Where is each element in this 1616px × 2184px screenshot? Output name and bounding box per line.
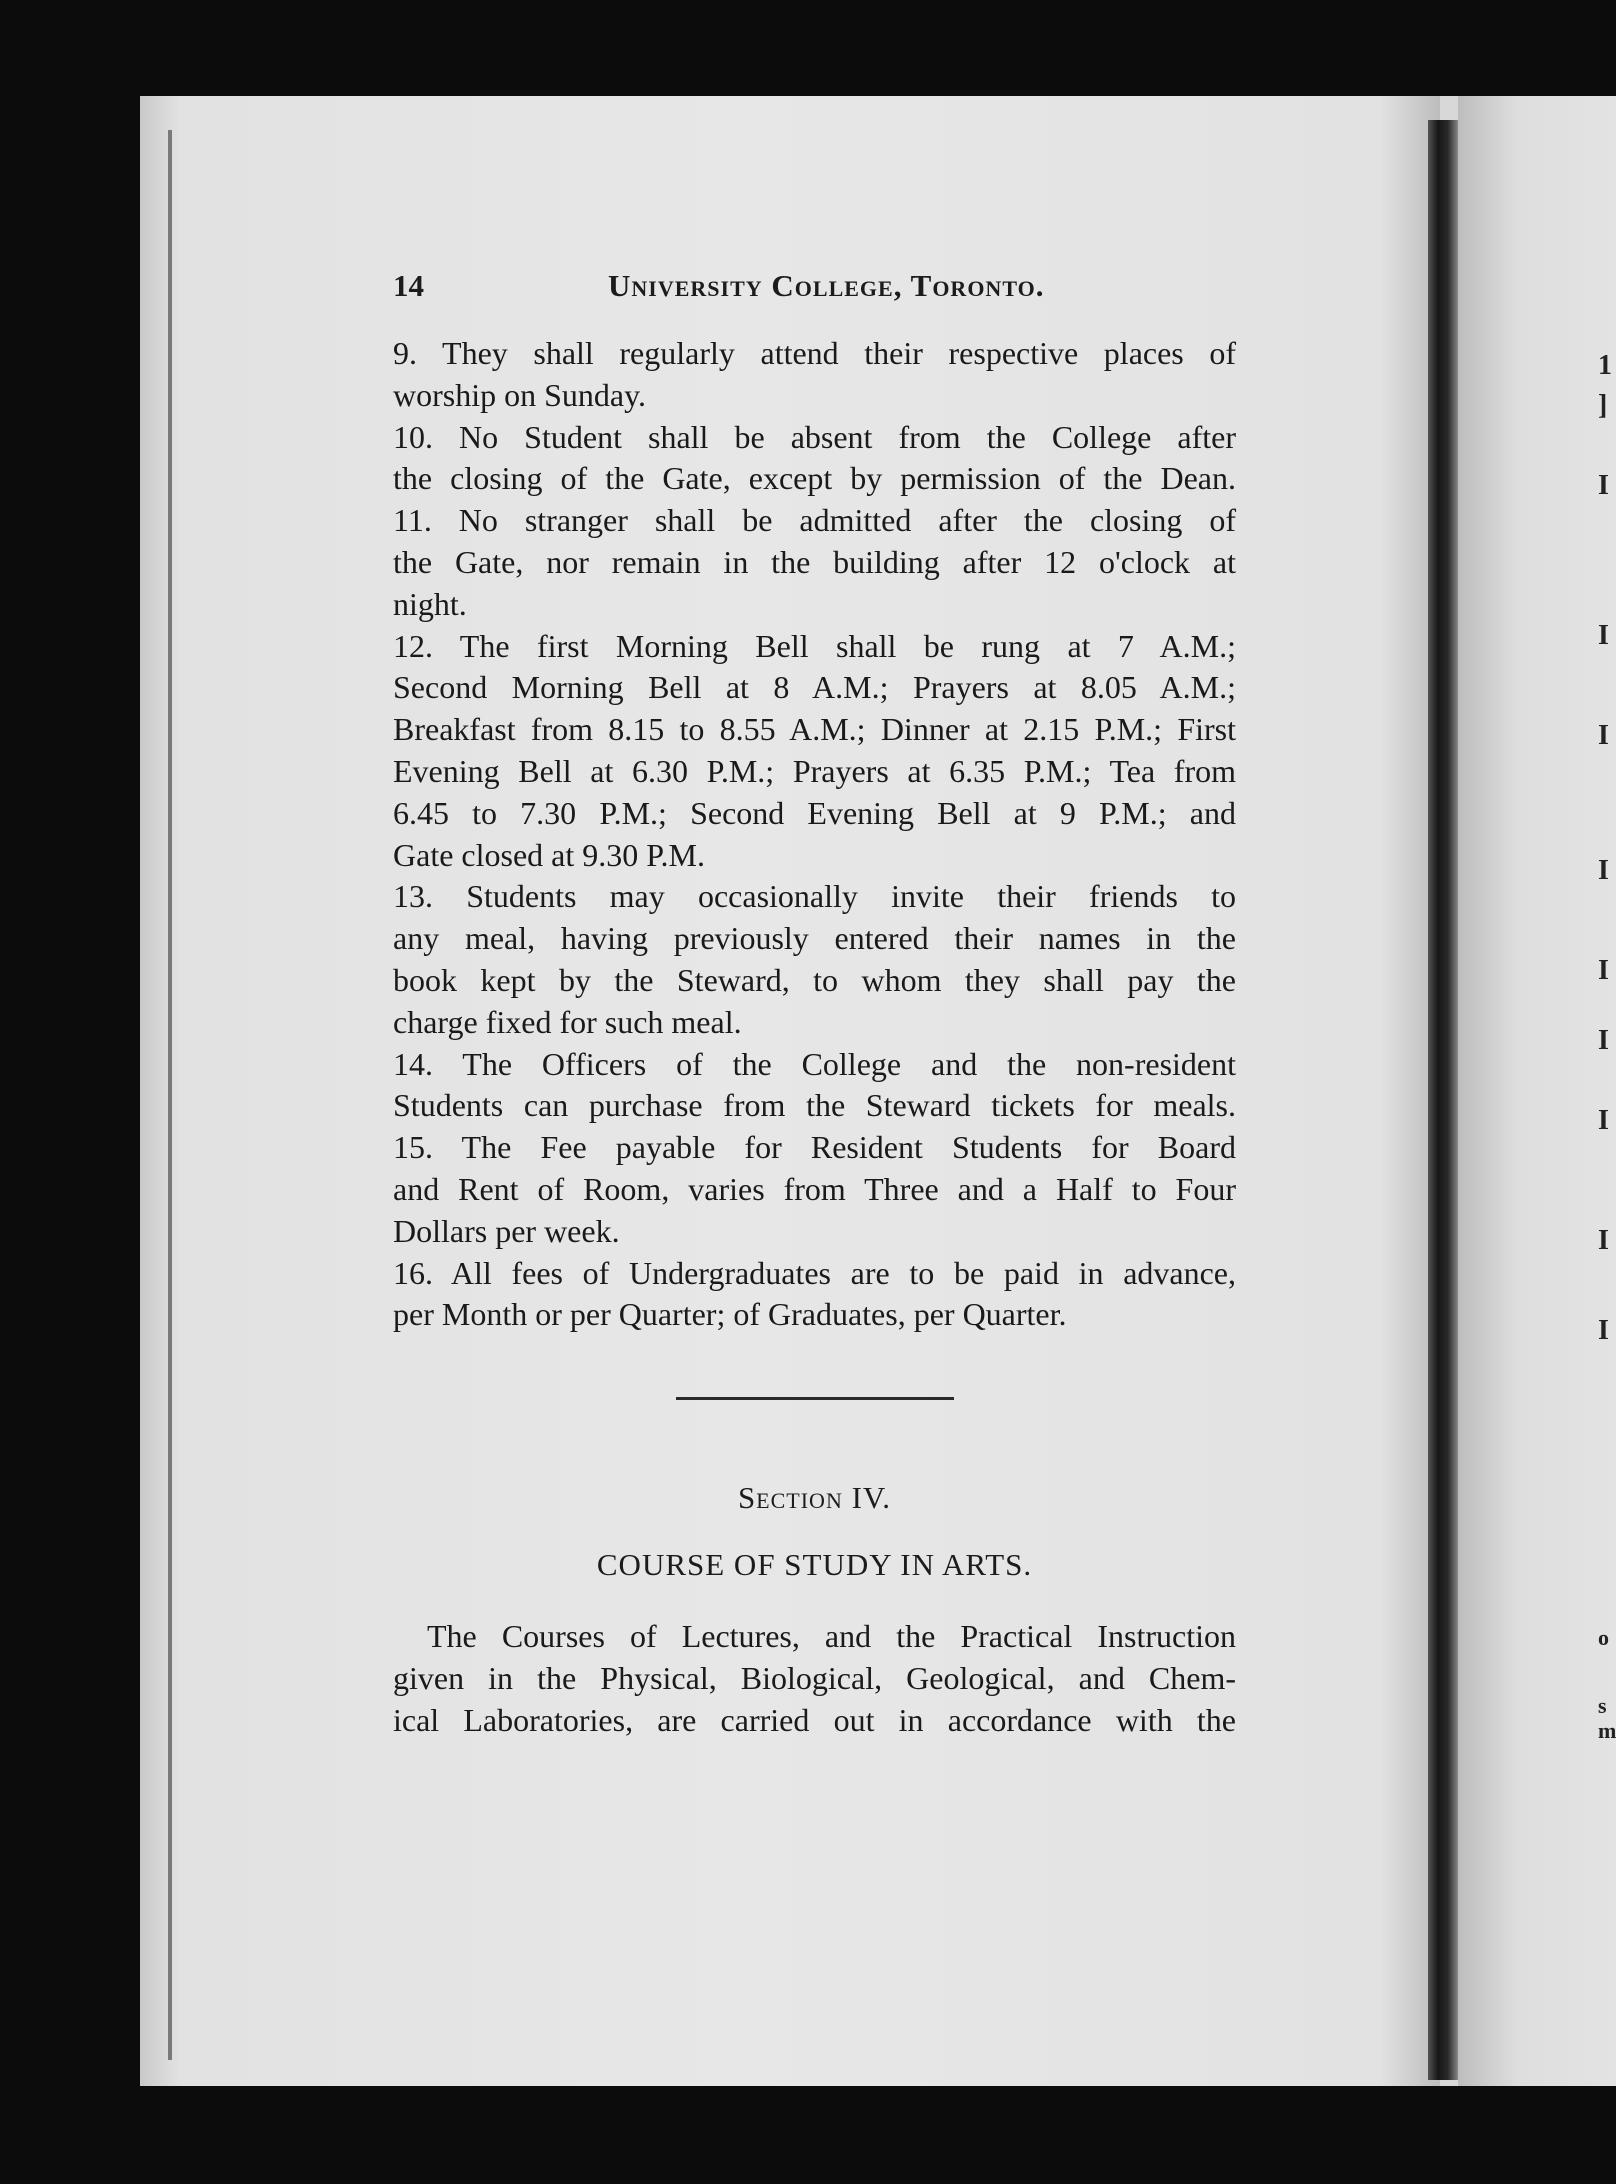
text-line: Gate closed at 9.30 P.M. [393,836,705,873]
facing-fragment: 1 [1598,350,1612,381]
text-line: 10. No Student shall be absent from the College after [393,418,1236,455]
facing-fragment: s [1598,1693,1607,1718]
facing-fragment: I [1598,720,1609,751]
text-line: 16. All fees of Undergraduates are to be paid in advance, [393,1254,1236,1291]
text-line: 14. The Officers of the College and the non-resident [393,1045,1236,1082]
text-line: Breakfast from 8.15 to 8.55 A.M.; Dinner at 2.15 P.M.; First [393,711,1236,748]
facing-fragment: o [1598,1625,1609,1650]
text-line: ical Laboratories, are carried out in accordance with the [393,1701,1236,1738]
section-title: COURSE OF STUDY IN ARTS. [596,1547,1033,1582]
page-number: 14 [393,268,424,303]
running-head [393,268,1233,308]
text-line: Evening Bell at 6.30 P.M.; Prayers at 6.35 P.M.; Tea from [393,752,1236,789]
facing-fragment: I [1598,1315,1609,1346]
text-line: charge fixed for such meal. [393,1003,742,1040]
facing-fragment: I [1598,1105,1609,1136]
facing-fragment: I [1598,470,1609,501]
text-line: the closing of the Gate, except by permission of the Dean. [393,460,1236,497]
text-line: Dollars per week. [393,1212,620,1249]
facing-fragment: I [1598,855,1609,886]
text-line: any meal, having previously entered their names in the [393,920,1236,957]
facing-page-fragments [1598,0,1616,2184]
text-line: night. [393,585,467,622]
section-divider [676,1397,954,1400]
text-line: Students can purchase from the Steward tickets for meals. [393,1087,1236,1124]
intro-text [393,1616,1236,1741]
text-line: worship on Sunday. [393,376,647,413]
facing-fragment: I [1598,1025,1609,1056]
facing-fragment: ] [1598,390,1608,421]
text-line: 6.45 to 7.30 P.M.; Second Evening Bell at 9 P.M.; and [393,794,1236,831]
text-line: Second Morning Bell at 8 A.M.; Prayers at 8.05 A.M.; [393,669,1236,706]
facing-page [1458,96,1616,2086]
text-line: 12. The first Morning Bell shall be rung at 7 A.M.; [393,627,1236,664]
book-gutter [1428,120,1458,2080]
text-line: and Rent of Room, varies from Three and a Half to Four [393,1170,1236,1207]
text-line: 11. No stranger shall be admitted after the closing of [393,502,1236,539]
facing-fragment: I [1598,1225,1609,1256]
facing-fragment: m [1598,1718,1616,1743]
page-edge [168,130,172,2060]
text-line: given in the Physical, Biological, Geological, and Chem- [393,1659,1236,1696]
running-head-title: University College, Toronto. [608,268,1045,303]
text-line: 15. The Fee payable for Resident Students for Board [393,1129,1236,1166]
text-line: per Month or per Quarter; of Graduates, per Quarter. [393,1296,1067,1333]
text-line: The Courses of Lectures, and the Practical Instruction [427,1618,1236,1654]
section-heading: Section IV. [737,1480,892,1515]
text-line: the Gate, nor remain in the building after 12 o'clock at [393,543,1236,580]
text-line: 13. Students may occasionally invite their friends to [393,878,1236,915]
facing-fragment: I [1598,620,1609,651]
facing-fragment: I [1598,955,1609,986]
rules-text [393,333,1236,1336]
text-line: book kept by the Steward, to whom they shall pay the [393,961,1236,998]
text-line: 9. They shall regularly attend their respective places of [393,335,1236,371]
